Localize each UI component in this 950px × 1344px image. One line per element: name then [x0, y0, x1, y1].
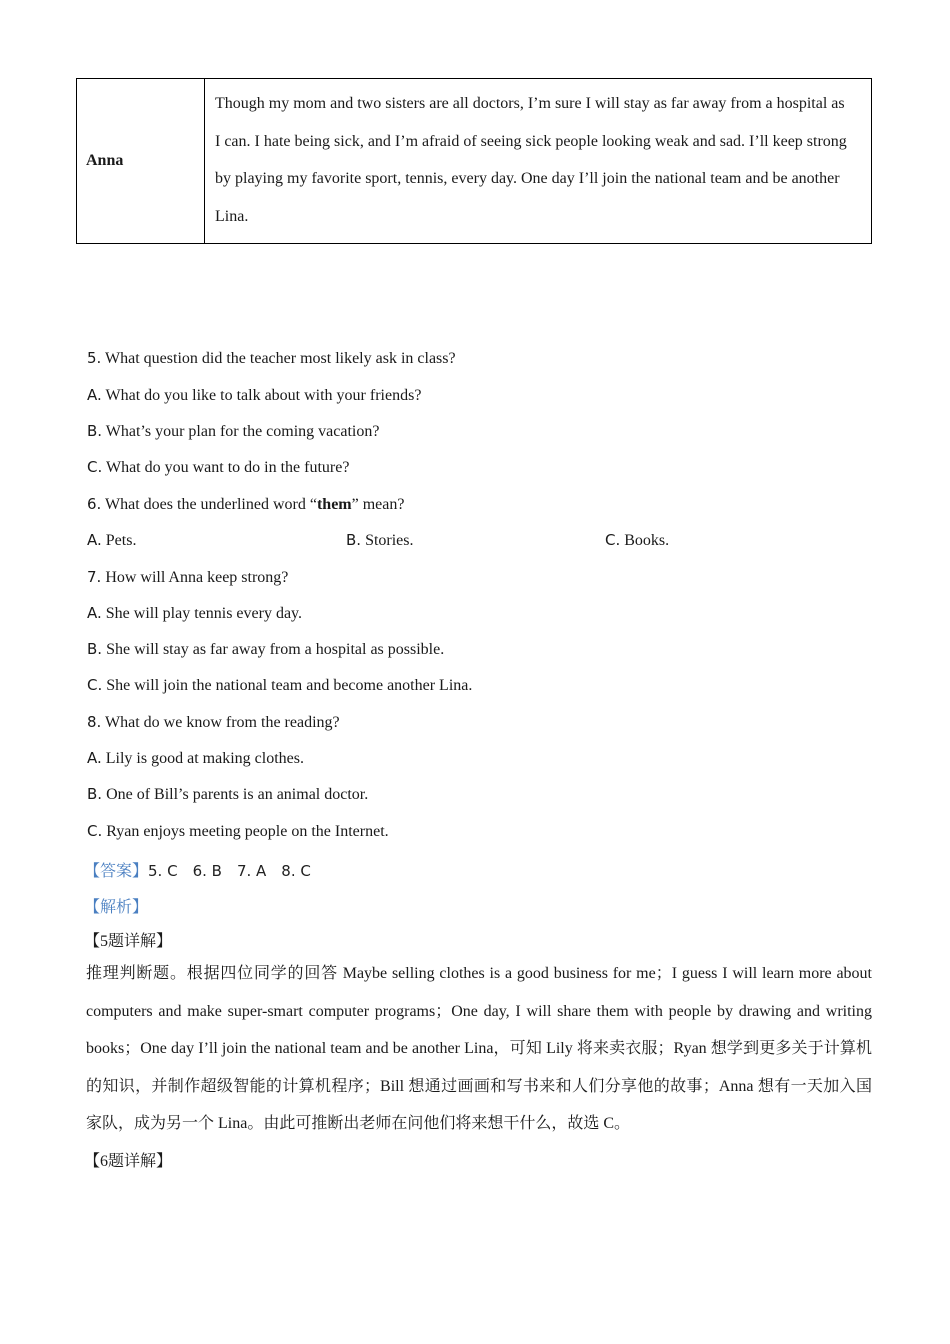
answer-value: 6. B	[192, 862, 222, 880]
option-label: A.	[87, 386, 102, 404]
option-label: A.	[87, 531, 102, 549]
option-text: What do you like to talk about with your friends?	[105, 387, 422, 404]
q8-option-a	[87, 749, 304, 768]
option-text: Stories.	[365, 532, 414, 549]
question-5	[87, 349, 456, 368]
q5-detail-text: 推理判断题。根据四位同学的回答 Maybe selling clothes is a good business for me；I guess I will learn more about computers and make super-smart computer programs；One day, I will share them with people by drawing and writing books；One day I’ll join the national team and be another Lina，可知 Lily 将来卖衣服；Ryan 想学到更多关于计算机的知识，并制作超级智能的计算机程序；Bill 想通过画画和写书来和人们分享他的故事；Anna 想有一天加入国家队，成为另一个 Lina。由此可推断出老师在问他们将来想干什么，故选 C。	[86, 965, 872, 1132]
student-text-cell: Though my mom and two sisters are all doctors, I’m sure I will stay as far away from a hospital as I can. I hate being sick, and I’m afraid of seeing sick people looking weak and sad. I’ll keep strong by playing my favorite sport, tennis, every day. One day I’ll join the national team and be another Lina.	[205, 79, 872, 244]
q5-option-a	[87, 386, 421, 405]
underlined-word: them	[316, 496, 352, 513]
question-number: 5.	[87, 349, 102, 367]
question-7	[87, 568, 288, 587]
q6-option-a	[87, 531, 136, 550]
q5-option-c	[87, 458, 349, 477]
question-text: How will Anna keep strong?	[105, 569, 289, 586]
option-text: She will stay as far away from a hospital as possible.	[106, 641, 445, 658]
passage-table	[76, 78, 872, 244]
option-label: C.	[87, 822, 103, 840]
analysis-tag: 【解析】	[84, 899, 149, 916]
q8-option-b	[87, 785, 368, 804]
question-number: 6.	[87, 495, 102, 513]
option-text: What do you want to do in the future?	[105, 459, 350, 476]
q6-option-c	[605, 531, 669, 550]
question-8	[87, 713, 340, 732]
option-text: Lily is good at making clothes.	[105, 750, 304, 767]
option-text: One of Bill’s parents is an animal doctor.	[106, 786, 369, 803]
answer-value: 8. C	[281, 862, 311, 880]
option-text: Pets.	[105, 532, 137, 549]
question-text-after: ” mean?	[351, 496, 405, 513]
question-text-before: What does the underlined word “	[105, 496, 317, 513]
q8-option-c	[87, 822, 389, 841]
q6-detail-heading: 【6题详解】	[84, 1153, 173, 1170]
option-text: What’s your plan for the coming vacation?	[105, 423, 380, 440]
question-text: What do we know from the reading?	[105, 714, 340, 731]
option-text: She will join the national team and become another Lina.	[106, 677, 473, 694]
option-label: B.	[346, 531, 362, 549]
question-number: 8.	[87, 713, 102, 731]
answer-line	[84, 858, 311, 881]
option-text: She will play tennis every day.	[105, 605, 303, 622]
option-label: B.	[87, 422, 103, 440]
option-label: A.	[87, 604, 102, 622]
q7-option-b	[87, 640, 444, 659]
option-text: Ryan enjoys meeting people on the Internet.	[106, 823, 389, 840]
option-text: Books.	[624, 532, 670, 549]
question-text: What question did the teacher most likely ask in class?	[105, 350, 456, 367]
option-label: A.	[87, 749, 102, 767]
question-number: 7.	[87, 568, 102, 586]
q7-option-c	[87, 676, 472, 695]
q7-option-a	[87, 604, 302, 623]
table-row	[77, 79, 872, 244]
option-label: C.	[605, 531, 621, 549]
student-name-cell: Anna	[77, 79, 205, 244]
q6-option-b	[346, 531, 414, 550]
option-label: B.	[87, 640, 103, 658]
answer-value: 5. C	[148, 862, 178, 880]
option-label: B.	[87, 785, 103, 803]
answer-value: 7. A	[236, 862, 267, 880]
q5-option-b	[87, 422, 379, 441]
option-label: C.	[87, 676, 103, 694]
question-6	[87, 495, 404, 514]
option-label: C.	[87, 458, 103, 476]
answer-tag: 【答案】	[84, 863, 149, 880]
q5-detail-heading: 【5题详解】	[84, 933, 173, 950]
